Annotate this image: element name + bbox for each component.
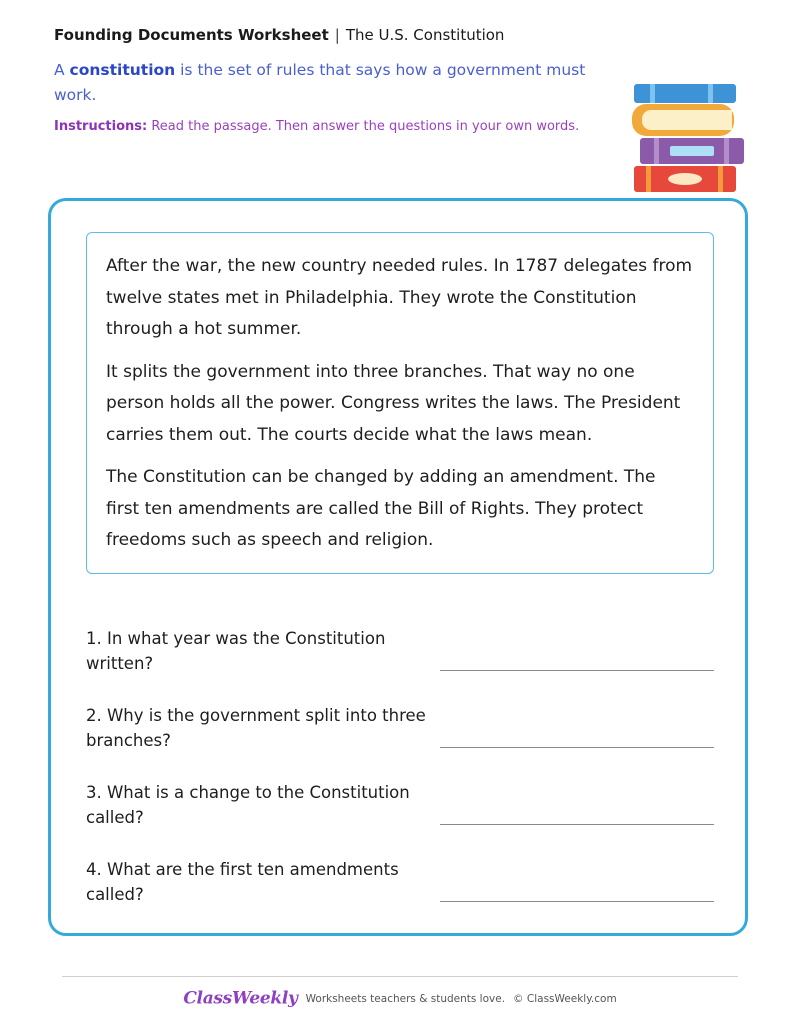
question-4-text: 4. What are the first ten amendments called?: [86, 860, 399, 904]
passage-paragraph-1: After the war, the new country needed rules. In 1787 delegates from twelve states met in Philadelphia. They wrote the Constitution through a hot summer.: [106, 256, 693, 339]
footer: [0, 988, 800, 1009]
passage-paragraph-3: The Constitution can be changed by adding an amendment. The first ten amendments are called the Bill of Rights. They protect freedoms such as speech and religion.: [106, 467, 656, 550]
footer-copyright: © ClassWeekly.com: [513, 992, 617, 1005]
answer-line-1[interactable]: [440, 670, 714, 671]
definition-prefix: A: [54, 61, 70, 79]
instructions-label: Instructions:: [54, 119, 148, 134]
worksheet-title-bold: Founding Documents Worksheet: [54, 26, 329, 44]
definition-term: constitution: [69, 61, 176, 79]
title-separator: |: [334, 26, 340, 44]
question-1-text: 1. In what year was the Constitution written?: [86, 629, 386, 673]
question-4: [86, 857, 726, 917]
passage-paragraph-2: It splits the government into three branches. That way no one person holds all the power. Congress writes the laws. The President carries them out. The courts decide what the laws mean.: [106, 361, 681, 445]
answer-line-3[interactable]: [440, 824, 714, 825]
definition-text: [54, 58, 594, 108]
instructions: [54, 119, 579, 134]
question-2: [86, 703, 726, 763]
definition-rest: is the set of rules that says how a government must work.: [54, 61, 586, 104]
question-2-text: 2. Why is the government split into three branches?: [86, 706, 426, 750]
worksheet-title: [54, 26, 504, 44]
footer-divider: [62, 976, 738, 977]
question-1: [86, 626, 726, 686]
instructions-text: Read the passage. Then answer the questions in your own words.: [147, 119, 580, 134]
answer-line-2[interactable]: [440, 747, 714, 748]
answer-line-4[interactable]: [440, 901, 714, 902]
question-3-text: 3. What is a change to the Constitution called?: [86, 783, 410, 827]
worksheet-subtitle: The U.S. Constitution: [345, 26, 505, 44]
footer-tagline: Worksheets teachers & students love.: [305, 992, 506, 1005]
brand-logo: ClassWeekly: [183, 988, 298, 1009]
book-stack-icon: [628, 80, 752, 198]
question-3: [86, 780, 726, 840]
reading-passage: [86, 232, 714, 574]
